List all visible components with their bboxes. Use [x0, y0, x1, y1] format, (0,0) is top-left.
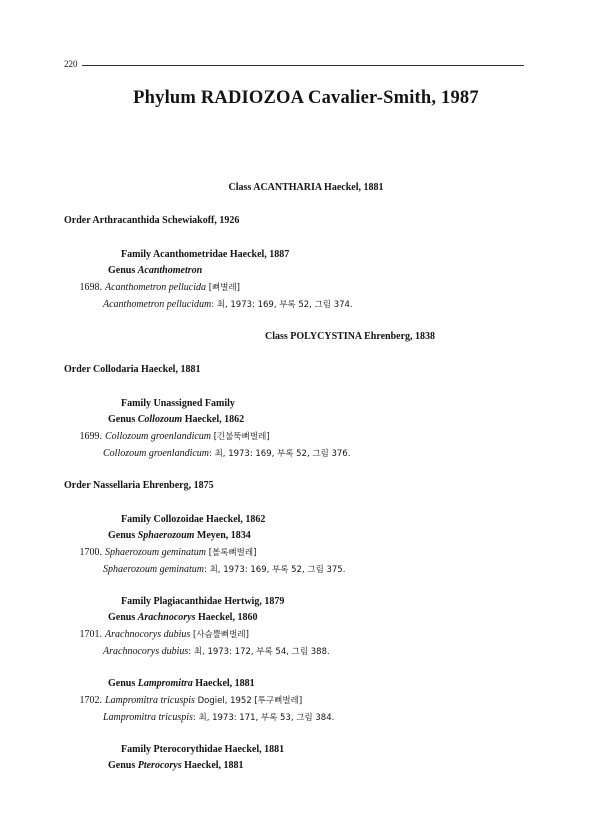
genus-author: Haeckel, 1881 — [195, 678, 255, 689]
korean-name: [사슴뿔뼈벌레] — [190, 630, 249, 640]
entry-number: 1702. — [79, 695, 102, 706]
genus-prefix: Genus — [108, 678, 136, 689]
genus-author: Meyen, 1834 — [196, 530, 251, 541]
header-rule — [82, 65, 524, 66]
genus-name: Sphaerozoum — [137, 530, 195, 541]
reference-text: : 최, 1973: 169, 부록 52, 그림 374. — [211, 300, 353, 310]
species-name: Collozoum groenlandicum — [105, 431, 212, 442]
order-heading: Order Arthracanthida Schewiakoff, 1926 — [64, 215, 240, 226]
genus-name: Arachnocorys — [137, 612, 196, 623]
page-number: 220 — [64, 59, 78, 69]
species-entry — [64, 628, 249, 640]
genus-heading — [108, 265, 202, 276]
synonym-name: Collozoum groenlandicum — [103, 448, 210, 459]
genus-heading — [108, 530, 251, 541]
order-heading: Order Nassellaria Ehrenberg, 1875 — [64, 480, 214, 491]
genus-heading — [108, 760, 244, 771]
genus-prefix: Genus — [108, 414, 136, 425]
genus-heading — [108, 678, 255, 689]
synonym-reference — [103, 711, 334, 723]
korean-name: Dogiel, 1952 [투구뼈벌레] — [194, 696, 303, 706]
genus-name: Acanthometron — [137, 265, 203, 276]
genus-name: Collozoum — [137, 414, 183, 425]
genus-heading — [108, 414, 244, 425]
species-entry — [64, 694, 302, 706]
family-heading: Family Unassigned Family — [121, 398, 235, 409]
class-heading: Class POLYCYSTINA Ehrenberg, 1838 — [264, 331, 436, 342]
genus-prefix: Genus — [108, 612, 136, 623]
entry-number: 1701. — [79, 629, 102, 640]
synonym-name: Acanthometron pellucidum — [103, 299, 212, 310]
synonym-reference — [103, 447, 350, 459]
species-name: Sphaerozoum geminatum — [105, 547, 207, 558]
genus-name: Lampromitra — [137, 678, 193, 689]
family-heading: Family Plagiacanthidae Hertwig, 1879 — [121, 596, 285, 607]
species-name: Lampromitra tricuspis — [105, 695, 195, 706]
korean-name: [뼈별레] — [206, 283, 240, 293]
reference-text: : 최, 1973: 172, 부록 54, 그림 388. — [188, 647, 330, 657]
synonym-reference — [103, 645, 330, 657]
species-name: Arachnocorys dubius — [105, 629, 191, 640]
genus-author: Haeckel, 1862 — [184, 414, 245, 425]
class-heading: Class ACANTHARIA Haeckel, 1881 — [228, 182, 384, 193]
reference-text: : 최, 1973: 171, 부록 53, 그림 384. — [192, 713, 335, 723]
synonym-name: Arachnocorys dubius — [103, 646, 189, 657]
page-title: Phylum RADIOZOA Cavalier-Smith, 1987 — [133, 88, 479, 108]
genus-name: Pterocorys — [137, 760, 182, 771]
family-heading: Family Collozoidae Haeckel, 1862 — [121, 514, 266, 525]
korean-name: [볼록뼈벌레] — [206, 548, 257, 558]
synonym-name: Sphaerozoum geminatum — [103, 564, 205, 575]
genus-author: Haeckel, 1860 — [198, 612, 258, 623]
species-entry — [64, 546, 256, 558]
entry-number: 1699. — [79, 431, 102, 442]
genus-heading — [108, 612, 257, 623]
genus-prefix: Genus — [108, 760, 136, 771]
species-name: Acanthometron pellucida — [105, 282, 206, 293]
genus-author: Haeckel, 1881 — [184, 760, 244, 771]
species-entry — [64, 281, 240, 293]
genus-prefix: Genus — [108, 265, 136, 276]
order-heading: Order Collodaria Haeckel, 1881 — [64, 364, 201, 375]
species-entry — [64, 430, 270, 442]
reference-text: : 최, 1973: 169, 부록 52, 그림 375. — [204, 565, 346, 575]
entry-number: 1698. — [79, 282, 102, 293]
reference-text: : 최, 1973: 169, 부록 52, 그림 376. — [209, 449, 351, 459]
family-heading: Family Pterocorythidae Haeckel, 1881 — [121, 744, 285, 755]
synonym-reference — [103, 563, 345, 575]
korean-name: [긴불뚝뼈벌레] — [211, 432, 270, 442]
synonym-name: Lampromitra tricuspis — [103, 712, 193, 723]
family-heading: Family Acanthometridae Haeckel, 1887 — [121, 249, 290, 260]
genus-prefix: Genus — [108, 530, 136, 541]
entry-number: 1700. — [79, 547, 102, 558]
synonym-reference — [103, 298, 353, 310]
